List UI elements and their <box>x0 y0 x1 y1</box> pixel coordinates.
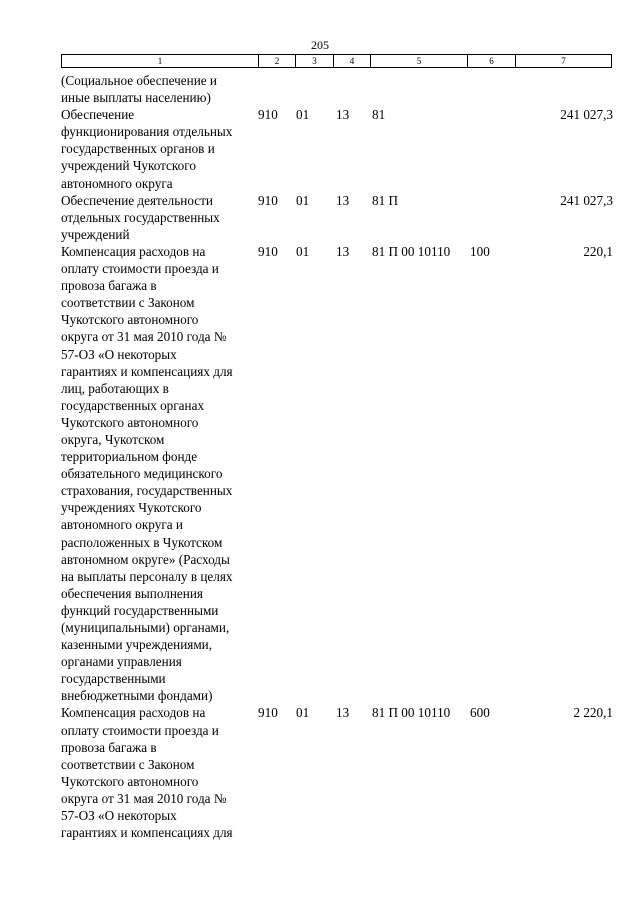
row-expense-type <box>470 192 520 243</box>
row-amount: 241 027,3 <box>560 192 613 208</box>
column-header-row <box>62 55 612 68</box>
row-subsection-code: 13 <box>336 705 350 721</box>
row-ministry-code: 910 <box>258 192 278 208</box>
row-amount: 241 027,3 <box>560 107 613 123</box>
row-target-code: 81 П 00 10110 <box>372 243 451 259</box>
row-section-code <box>296 72 336 106</box>
row-subsection-code <box>336 72 372 106</box>
row-expense-type <box>470 106 520 191</box>
row-section-code: 01 <box>296 243 310 259</box>
row-expense-type <box>470 72 520 106</box>
column-header-4: 4 <box>334 55 371 68</box>
table-row <box>61 704 613 841</box>
row-amount <box>520 72 613 106</box>
row-name: Компенсация расходов на оплату стоимости проезда и провоза багажа в соответствии с Законом Чукотского автономного округа от 31 мая 2010 года № 57-ОЗ «О некоторых гарантиях и компенсациях для <box>61 705 233 841</box>
row-name: Обеспечение деятельности отдельных государственных учреждений <box>61 192 220 242</box>
row-subsection-code: 13 <box>336 107 350 123</box>
column-header-6: 6 <box>468 55 516 68</box>
row-section-code: 01 <box>296 192 310 208</box>
row-ministry-code <box>258 72 296 106</box>
page-number: 205 <box>311 38 329 52</box>
row-ministry-code: 910 <box>258 705 278 721</box>
row-amount: 220,1 <box>583 243 613 259</box>
column-header-2: 2 <box>259 55 296 68</box>
row-expense-type: 100 <box>470 243 490 259</box>
column-header-5: 5 <box>371 55 468 68</box>
column-header-7: 7 <box>516 55 612 68</box>
row-subsection-code: 13 <box>336 243 350 259</box>
row-amount: 2 220,1 <box>573 705 613 721</box>
table-row <box>61 106 613 191</box>
column-header-table <box>61 54 612 68</box>
row-target-code: 81 П 00 10110 <box>372 705 451 721</box>
table-row <box>61 243 613 705</box>
row-expense-type: 600 <box>470 705 490 721</box>
row-ministry-code: 910 <box>258 243 278 259</box>
table-row <box>61 72 613 106</box>
row-name: Обеспечение функционирования отдельных государственных органов и учреждений Чукотского автономного округа <box>61 107 233 191</box>
row-target-code: 81 <box>372 107 386 123</box>
row-name: (Социальное обеспечение и иные выплаты населению) <box>61 73 217 106</box>
row-name: Компенсация расходов на оплату стоимости проезда и провоза багажа в соответствии с Законом Чукотского автономного округа от 31 мая 2010 года № 57-ОЗ «О некоторых гарантиях и компенсациях для лиц, работающих в государственных органах Чукотского автономного округа, Чукотском территориальном фонде обязательного медицинского страхования, государственных учреждениях Чукотского автономного округа и расположенных в Чукотском автономном округе» (Расходы на выплаты персоналу в целях обеспечения выполнения функций государственными (муниципальными) органами, казенными учреждениями, органами управления государственными внебюджетными фондами) <box>61 243 233 704</box>
row-section-code: 01 <box>296 107 310 123</box>
table-row <box>61 192 613 243</box>
row-target-code: 81 П <box>372 192 399 208</box>
row-subsection-code: 13 <box>336 192 350 208</box>
column-header-1: 1 <box>62 55 259 68</box>
row-target-code <box>372 72 470 106</box>
budget-table <box>61 72 613 841</box>
row-section-code: 01 <box>296 705 310 721</box>
column-header-3: 3 <box>296 55 334 68</box>
row-ministry-code: 910 <box>258 107 278 123</box>
